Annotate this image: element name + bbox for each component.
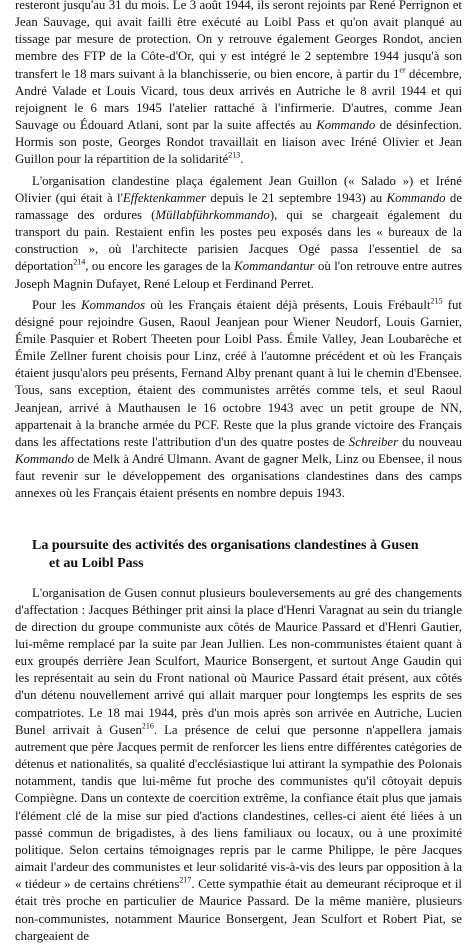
footnote-ref-215: 215 <box>430 296 443 306</box>
paragraph-4: L'organisation de Gusen connut plusieurs bouleversements au gré des changements d'affectation : Jacques Béthinger prit ainsi la place d'Henri Varagnat au sein du triangle de direction du groupe communiste aux côtés de Maurice Passard et d'Henri Gautier, lui-même remplacé par la suite par Jean Jullien. Les non-communistes étaient quant à eux groupés derrière Jean Sculfort, Maurice Bonsergent, et surtout Ange Gaudin qui les représentait au sein du Front national où Maurice Passard était présent, aux côtés d'un détenu nouvellement arrivé qui allait marquer pour longtemps les esprits de ses compatriotes. Le 18 mai 1944, près d'un mois après son arrivée en Autriche, Lucien Bunel arrivait à Gusen$^{216}$. La présence de celui que personne n'appellera jamais autrement que père Jacques permit de renforcer les liens entre différentes catégories de détenus et nationalités, sa qualité d'ecclésiastique lui attirant la sympathie des Polonais notamment, tandis que lui-même fut proche des communistes qu'il côtoyait depuis Compiègne. Dans un contexte de coercition extrême, la confiance était plus que jamais l'élément clé de la mise sur pied d'actions clandestines, celles-ci aient été liées à un passé commun de brigadistes, à des liens familiaux ou locaux, ou à une proximité politique. Selon certains témoignages repris par le carme Philippe, le père Jacques aimait l'ardeur des communistes et leur solidarité vis-à-vis des leurs par opposition à la « tiédeur » de certains chrétiens$^{217}$. Cette sympathie était au demeurant réciproque et il était très proche en particulier de Maurice Passard. De la même manière, plusieurs non-communistes, notamment Maurice Bonsergent, Jean Sculfort et Robert Piat, se chargeaient de <box>15 585 462 943</box>
paragraph-3: Pour les Kommandos où les Français étaient déjà présents, Louis Frébault$^{215}$ fut désigné pour rejoindre Gusen, Raoul Jeanjean pour Wiener Neudorf, Louis Garnier, Émile Pasquier et Robert Theeten pour Loibl Pass. Émile Valley, Jean Loubarèche et Émile Zellner furent choisis pour Linz, créé à l'automne précédent et où les Français étaient jusqu'alors peu présents, Fernand Alby prenant quant à lui le chemin d'Ebensee. Tous, sans exception, étaient des communistes arrêtés comme tels, et seul Raoul Jeanjean, arrivé à Mauthausen le 16 octobre 1943 avec un petit groupe de NN, appartenait à la branche armée du PCF. Reste que la plus grande victoire des Français dans les affectations reste l'attribution d'un des quatre postes de Schreiber du nouveau Kommando de Melk à André Ulmann. Avant de gagner Melk, Linz ou Ebensee, il nous faut revenir sur le développement des organisations clandestines dans des camps annexes où les Français étaient présents en nombre depuis 1943. <box>15 296 462 501</box>
footnote-ref-214: 214 <box>73 258 86 268</box>
footnote-ref-216: 216 <box>141 721 154 731</box>
ordinal-superscript: er <box>399 65 406 75</box>
footnote-ref-213: 213 <box>228 151 241 161</box>
footnote-ref-217: 217 <box>179 875 192 885</box>
section-heading: La poursuite des activités des organisations clandestines à Gusen et au Loibl Pass <box>32 537 419 571</box>
paragraph-2: L'organisation clandestine plaça également Jean Guillon (« Salado ») et Iréné Olivier (qui était à l'Effektenkammer depuis le 21 septembre 1943) au Kommando de ramassage des ordures (Müllabführkommando), qui se chargeait également du transport du pain. Restaient enfin les postes peu exposés dans les « bureaux de la construction », où l'architecte parisien Jacques Ogé passa l'essentiel de sa déportation$^{214}$, ou encore les garages de la Kommandantur où l'on retrouve entre autres Joseph Magnin Dufayet, René Leloup et Ferdinand Perret. <box>15 173 463 291</box>
paragraph-1: resteront jusqu'au 31 du mois. Le 3 août 1944, ils seront rejoints par René Perrignon et Jean Sauvage, qui avait failli être exécuté au Loibl Pass et qu'on avait planqué au tissage par mesure de protection. On y retrouve également Georges Rondot, ancien membre des FTP de la Côte-d'Or, qui y est intégré le 2 septembre 1944 jusqu'à son transfert le 18 mars suivant à la blanchisserie, ou bien encore, à partir du 1er décembre, André Valade et Louis Vicard, tous deux arrivés en Autriche le 8 avril 1944 et qui rejoignent le 6 mars 1945 l'atelier rattaché à l'infirmerie. D'autres, comme Jean Sauvage ou Édouard Atlani, sont par la suite affectés au Kommando de désinfection. Hormis son poste, Georges Rondot travaillait en liaison avec Iréné Olivier et Jean Guillon pour la répartition de la solidarité$^{213}$. <box>15 0 462 167</box>
